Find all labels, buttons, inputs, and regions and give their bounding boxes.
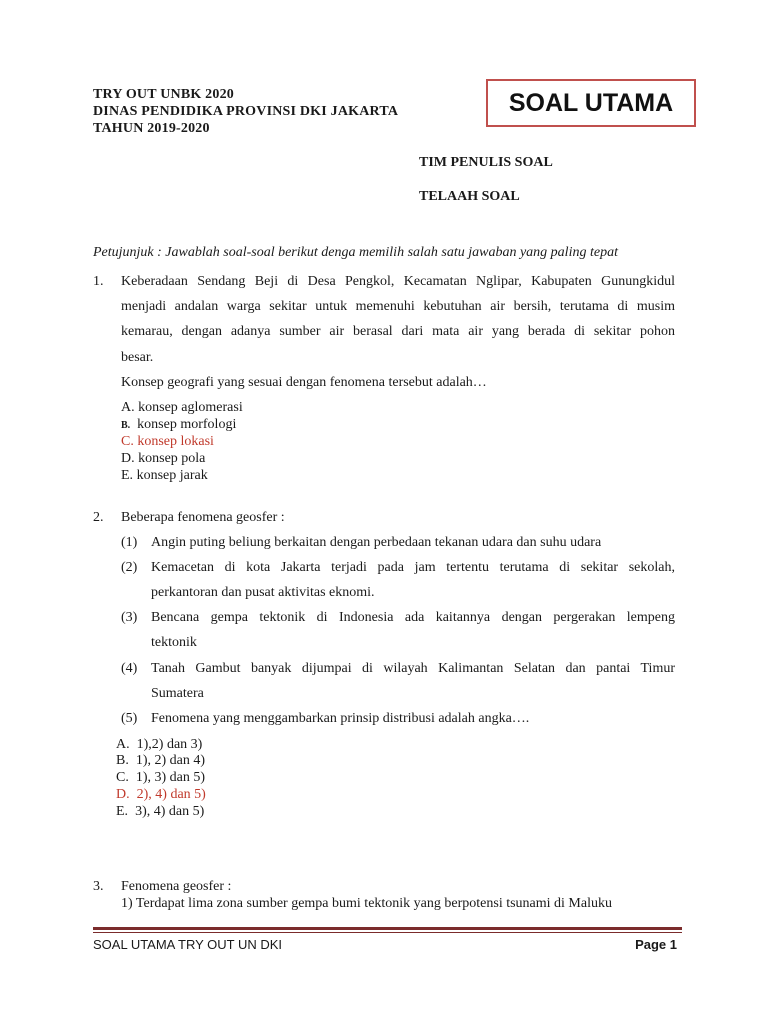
q2-intro: Beberapa fenomena geosfer : <box>121 510 285 525</box>
q2-number: 2. <box>93 510 104 525</box>
team-review: TELAAH SOAL <box>419 189 520 204</box>
q3-line-1: 1) Terdapat lima zona sumber gempa bumi tektonik yang berpotensi tsunami di Maluku <box>121 896 612 911</box>
q1-text-line-4: besar. <box>121 350 154 365</box>
q2-item-1-number: (1) <box>121 535 138 550</box>
q1-text-line-3: kemarau, dengan adanya sumber air berasal dari mata air yang berada di sekitar pohon <box>121 324 675 339</box>
q2-item-2-line-1: Kemacetan di kota Jakarta terjadi pada jam tertentu terutama di sekitar sekolah, <box>151 560 675 575</box>
q1-option-a: A. konsep aglomerasi <box>121 400 243 415</box>
q1-text-line-1: Keberadaan Sendang Beji di Desa Pengkol, Kecamatan Nglipar, Kabupaten Gunungkidul <box>121 274 675 289</box>
q2-item-1-line-1: Angin puting beliung berkaitan dengan perbedaan tekanan udara dan suhu udara <box>151 535 602 550</box>
q2-option-c: C. 1), 3) dan 5) <box>116 770 206 785</box>
q2-item-4-line-1: Tanah Gambut banyak dijumpai di wilayah Kalimantan Selatan dan pantai Timur <box>151 661 675 676</box>
q2-item-4-number: (4) <box>121 661 138 676</box>
footer-rule-thin <box>93 932 682 933</box>
q2-option-a: A. 1),2) dan 3) <box>116 737 203 752</box>
q2-item-3-line-2: tektonik <box>151 635 197 650</box>
team-writers: TIM PENULIS SOAL <box>419 155 553 170</box>
q2-item-5-number: (5) <box>121 711 138 726</box>
q3-intro: Fenomena geosfer : <box>121 879 232 894</box>
q1-option-e: E. konsep jarak <box>121 468 208 483</box>
q1-question: Konsep geografi yang sesuai dengan fenomena tersebut adalah… <box>121 375 487 390</box>
q2-item-5-line-1: Fenomena yang menggambarkan prinsip distribusi adalah angka…. <box>151 711 530 726</box>
footer-rule-thick <box>93 927 682 930</box>
header-line-3: TAHUN 2019-2020 <box>93 121 210 136</box>
header-line-2: DINAS PENDIDIKA PROVINSI DKI JAKARTA <box>93 104 399 119</box>
q2-item-2-number: (2) <box>121 560 138 575</box>
q2-item-2-line-2: perkantoran dan pusat aktivitas eknomi. <box>151 585 375 600</box>
q1-number: 1. <box>93 274 104 289</box>
instruction: Petujunjuk : Jawablah soal-soal berikut denga memilih salah satu jawaban yang paling tepat <box>93 245 618 260</box>
q2-item-3-line-1: Bencana gempa tektonik di Indonesia ada kaitannya dengan pergerakan lempeng <box>151 610 675 625</box>
header-line-1: TRY OUT UNBK 2020 <box>93 87 234 102</box>
q2-option-b: B. 1), 2) dan 4) <box>116 753 206 768</box>
q2-item-3-number: (3) <box>121 610 138 625</box>
q1-text-line-2: menjadi andalan warga sekitar untuk memenuhi kebutuhan air bersih, terutama di musim <box>121 299 675 314</box>
q1-option-b: B. konsep morfologi <box>121 417 237 432</box>
page-number: Page 1 <box>635 937 677 952</box>
q2-option-e: E. 3), 4) dan 5) <box>116 804 205 819</box>
footer-left-text: SOAL UTAMA TRY OUT UN DKI <box>93 937 283 952</box>
q1-option-d: D. konsep pola <box>121 451 206 466</box>
soal-utama-stamp: SOAL UTAMA <box>486 79 696 127</box>
q2-item-4-line-2: Sumatera <box>151 686 204 701</box>
q2-option-d: D. 2), 4) dan 5) <box>116 787 206 802</box>
q1-option-c: C. konsep lokasi <box>121 434 214 449</box>
q3-number: 3. <box>93 879 104 894</box>
